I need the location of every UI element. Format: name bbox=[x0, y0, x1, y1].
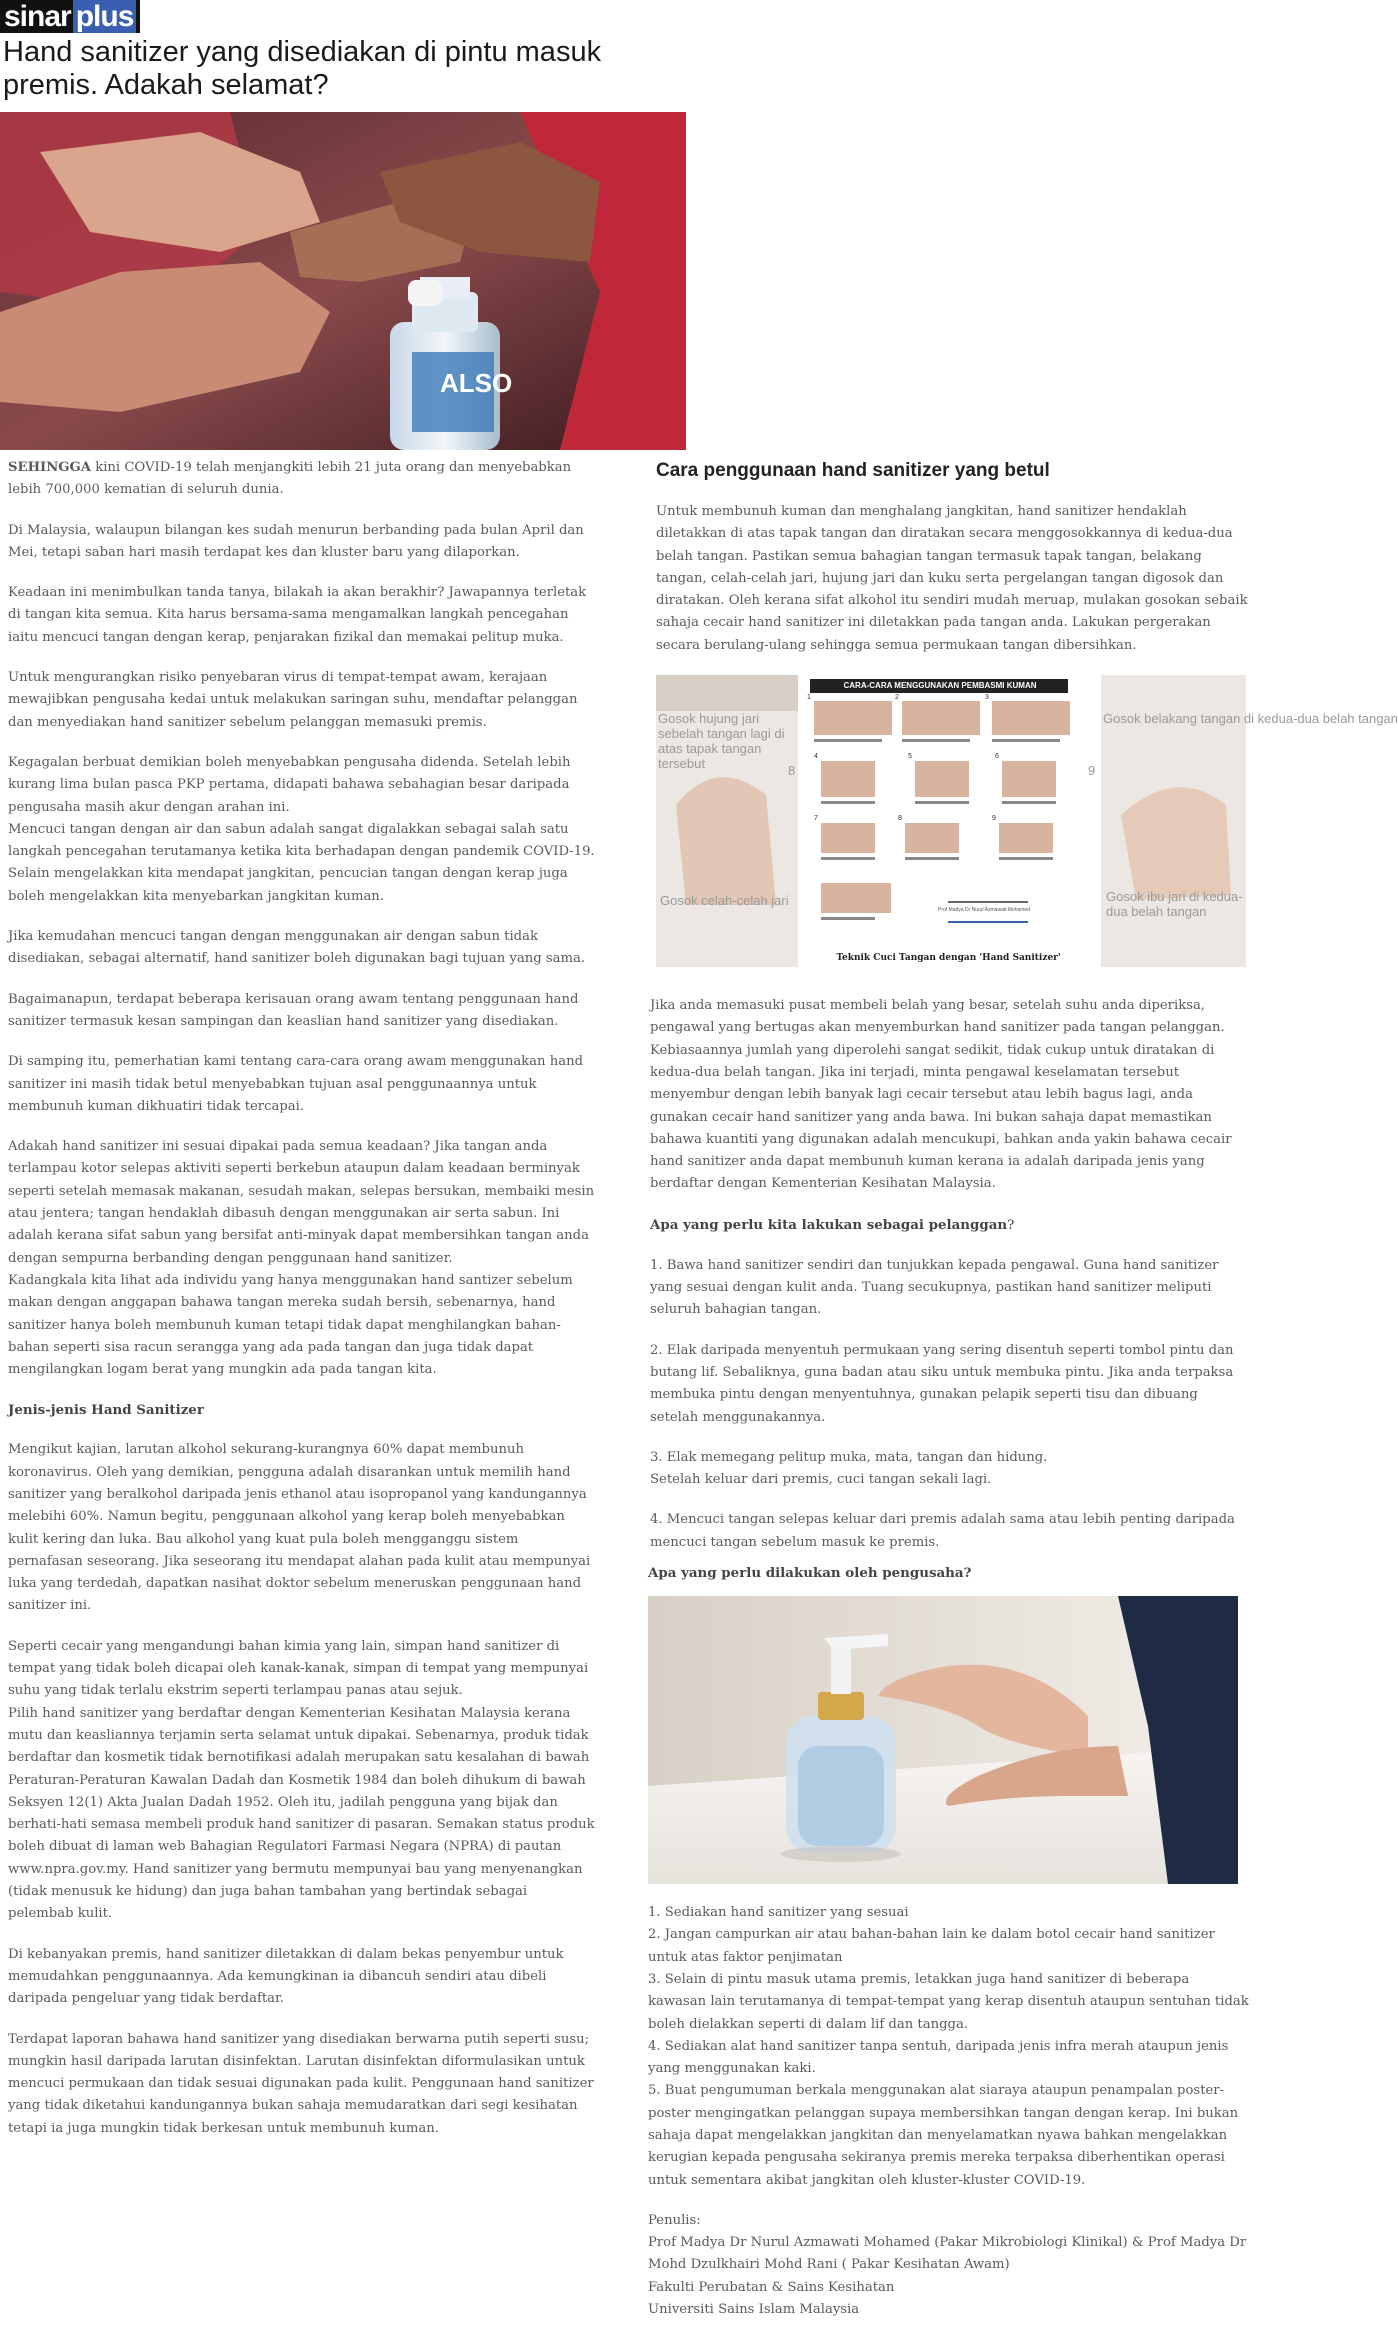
list-item-line: 3. Elak memegang pelitup muka, mata, tangan dan hidung. bbox=[650, 1449, 1048, 1465]
paragraph: Jika kemudahan mencuci tangan dengan menggunakan air dengan sabun tidak disediakan, sebagai alternatif, hand sanitizer boleh digunakan bagi tujuan yang sama. bbox=[8, 929, 586, 967]
paragraph-block bbox=[8, 1136, 596, 1381]
lead-paragraph bbox=[8, 457, 596, 502]
heading-mark: ? bbox=[1007, 1217, 1015, 1233]
paragraph: Jika anda memasuki pusat membeli belah yang besar, setelah suhu anda diperiksa, pengawal yang bertugas akan menyemburkan hand sanitizer pada tangan pelanggan. Kebiasaannya jumlah yang diperolehi sangat sedikit, tidak cukup untuk diratakan di kedua-dua belah tangan. Jika ini terjadi, minta pengawal keselamatan tersebut menyembur dengan lebih banyak lagi cecair tersebut atau lebih bagus lagi, anda gunakan cecair hand sanitizer yang anda bawa. Ini bukan sahaja dapat memastikan bahawa kuantiti yang digunakan adalah mencukupi, bahkan anda yakin bahawa cecair hand sanitizer anda dapat membunuh kuman kerana ia adalah daripada jenis yang berdaftar dengan Kementerian Kesihatan Malaysia. bbox=[650, 998, 1232, 1192]
infographic-step-9-number: 9 bbox=[1088, 763, 1096, 779]
list-item-line: Setelah keluar dari premis, cuci tangan sekali lagi. bbox=[650, 1472, 992, 1488]
author-faculty: Fakulti Perubatan & Sains Kesihatan bbox=[648, 2279, 895, 2295]
right-column bbox=[648, 457, 1398, 2339]
hero-image bbox=[0, 112, 686, 450]
paragraph: Di samping itu, pemerhatian kami tentang cara-cara orang awam menggunakan hand sanitizer ini masih tidak betul menyebabkan tujuan asal penggunaannya untuk membunuh kuman dikhuatiri tidak tercapai. bbox=[8, 1054, 584, 1114]
paragraph-block bbox=[8, 1636, 596, 1926]
list-item: 2. Elak daripada menyentuh permukaan yang sering disentuh seperti tombol pintu dan butang lif. Sebaliknya, guna badan atau siku untuk membuka pintu. Jika anda terpaksa membuka pintu dengan menyentuhnya, gunakan pelapik seperti tisu dan dibuang setelah menggunakannya. bbox=[650, 1342, 1234, 1425]
paragraph-block bbox=[8, 752, 596, 908]
list-item bbox=[650, 1447, 1250, 1492]
infographic-credit: Prof Madya Dr Nurul Azmawati Mohamed bbox=[938, 907, 1030, 914]
list-item: 4. Sediakan alat hand sanitizer tanpa sentuh, daripada jenis infra merah ataupun jenis yang menggunakan kaki. bbox=[648, 2038, 1229, 2077]
pengusaha-list bbox=[648, 1902, 1250, 2192]
infographic-step-8-number: 8 bbox=[788, 763, 796, 779]
author-university: Universiti Sains Islam Malaysia bbox=[648, 2302, 860, 2318]
list-item: 4. Mencuci tangan selepas keluar dari premis adalah sama atau lebih penting daripada mencuci tangan sebelum masuk ke premis. bbox=[650, 1512, 1235, 1550]
hero-photo-illustration bbox=[0, 112, 686, 450]
infographic-step-number: 9 bbox=[992, 815, 996, 823]
paragraph: Kadangkala kita lihat ada individu yang hanya menggunakan hand santizer sebelum makan dengan anggapan bahawa tangan mereka sudah bersih, sebenarnya, hand sanitizer hanya boleh membunuh kuman tetapi tidak dapat menghilangkan bahan-bahan seperti sisa racun serangga yang ada pada tangan dan juga tidak dapat mengilangkan logam berat yang mungkin ada pada tangan kita. bbox=[8, 1272, 573, 1378]
infographic-banner: CARA-CARA MENGGUNAKAN PEMBASMI KUMAN bbox=[843, 681, 1037, 691]
infographic-right-bottom-label: Gosok ibu jari di kedua-dua belah tangan bbox=[1106, 889, 1243, 920]
left-column bbox=[8, 457, 596, 2158]
infographic-hand-sanitizer-technique bbox=[656, 675, 1398, 967]
infographic-left-bottom-label: Gosok celah-celah jari bbox=[660, 893, 789, 909]
logo-text-sinar: sinar bbox=[4, 0, 71, 33]
paragraph: Pilih hand sanitizer yang berdaftar dengan Kementerian Kesihatan Malaysia kerana mutu dan keasliannya terjamin serta selamat untuk dipakai. Sebenarnya, produk tidak berdaftar dan kosmetik tidak bernotifikasi adalah merupakan satu kesalahan di bawah Peraturan-Peraturan Kawalan Dadah dan Kosmetik 1984 dan boleh dihukum di bawah Seksyen 12(1) Akta Jualan Dadah 1952. Oleh itu, jadilah pengguna yang bijak dan berhati-hati semasa membeli produk hand sanitizer di pasaran. Semakan status produk boleh dibuat di laman web Bahagian Regulatori Farmasi Negara (NPRA) di pautan www.npra.gov.my. Hand sanitizer yang bermutu mempunyai bau yang menyenangkan (tidak menusuk ke hidung) dan juga bahan tambahan yang bertindak sebagai pelembab kulit. bbox=[8, 1705, 595, 1922]
paragraph: Bagaimanapun, terdapat beberapa kerisauan orang awam tentang penggunaan hand sanitizer termasuk kesan sampingan dan keaslian hand sanitizer yang disediakan. bbox=[8, 991, 579, 1029]
section-heading-pengusaha: Apa yang perlu dilakukan oleh pengusaha? bbox=[648, 1565, 972, 1582]
list-item: 5. Buat pengumuman berkala menggunakan alat siaraya ataupun penampalan poster-poster mengingatkan pelanggan supaya membersihkan tangan dengan kerap. Ini bukan sahaja dapat mengelakkan jangkitan dan menyelamatkan nyawa bahkan mengelakkan kerugian kepada pengusaha sekiranya premis mereka terpaksa diberhentikan operasi untuk sementara akibat jangkitan oleh kluster-kluster COVID-19. bbox=[648, 2083, 1239, 2188]
infographic-step-number: 3 bbox=[985, 694, 989, 702]
infographic-step-number: 5 bbox=[908, 753, 912, 761]
paragraph: Kegagalan berbuat demikian boleh menyebabkan pengusaha didenda. Setelah lebih kurang lima bulan pasca PKP pertama, didapati bahawa sebahagian besar daripada pengusaha masih akur dengan arahan ini. bbox=[8, 754, 571, 815]
author-block bbox=[648, 2210, 1250, 2321]
paragraph: Terdapat laporan bahawa hand sanitizer yang disediakan berwarna putih seperti susu; mungkin hasil daripada larutan disinfektan. Larutan disinfektan diformulasikan untuk mencuci permukaan dan tidak sesuai digunakan pada kulit. Penggunaan hand sanitizer yang tidak diketahui kandungannya bukan sahaja memudaratkan dari segi kesihatan tetapi ia juga mungkin tidak berkesan untuk membunuh kuman. bbox=[8, 2031, 594, 2136]
infographic-step-number: 4 bbox=[814, 753, 818, 761]
section-heading-cara: Cara penggunaan hand sanitizer yang betul bbox=[656, 460, 1050, 481]
paragraph: Adakah hand sanitizer ini sesuai dipakai pada semua keadaan? Jika tangan anda terlampau kotor selepas aktiviti seperti berkebun ataupun dalam keadaan berminyak seperti setelah memasak makanan, sesudah makan, selepas bersukan, membaiki mesin atau jentera; tangan hendaklah dibasuh dengan menggunakan air serta sabun. Ini adalah kerana sifat sabun yang bersifat anti-minyak dapat membersihkan tangan anda dengan sempurna berbanding dengan penggunaan hand sanitizer. bbox=[8, 1139, 595, 1266]
lead-text: kini COVID-19 telah menjangkiti lebih 21 juta orang dan menyebabkan lebih 700,000 kematian di seluruh dunia. bbox=[8, 460, 572, 498]
list-item: 1. Sediakan hand sanitizer yang sesuai bbox=[648, 1905, 909, 1921]
infographic-step-number: 2 bbox=[895, 694, 899, 702]
paragraph: Di Malaysia, walaupun bilangan kes sudah menurun berbanding pada bulan April dan Mei, tetapi saban hari masih terdapat kes dan kluster baru yang dilaporkan. bbox=[8, 522, 584, 560]
list-item: 1. Bawa hand sanitizer sendiri dan tunjukkan kepada pengawal. Guna hand sanitizer yang sesuai dengan kulit anda. Tuang secukupnya, pastikan hand sanitizer meliputi seluruh bahagian tangan. bbox=[650, 1257, 1219, 1318]
author-label: Penulis: bbox=[648, 2212, 701, 2228]
paragraph: Seperti cecair yang mengandungi bahan kimia yang lain, simpan hand sanitizer di tempat yang tidak boleh dicapai oleh kanak-kanak, simpan di tempat yang mempunyai suhu yang tidak terlalu ekstrim seperti terlampau panas atau sejuk. bbox=[8, 1638, 589, 1699]
svg-text:ALSO: ALSO bbox=[440, 368, 513, 398]
lead-strong: SEHINGGA bbox=[8, 460, 92, 475]
infographic-step-number: 1 bbox=[807, 694, 811, 702]
paragraph: Keadaan ini menimbulkan tanda tanya, bilakah ia akan berakhir? Jawapannya terletak di tangan kita semua. Kita harus bersama-sama mengamalkan langkah pencegahan iaitu mencuci tangan dengan kerap, penjarakan fizikal dan memakai pelitup muka. bbox=[8, 585, 587, 645]
logo-text-plus: plus bbox=[73, 0, 137, 33]
infographic-step-number: 7 bbox=[814, 815, 818, 823]
infographic-step-number: 8 bbox=[898, 815, 902, 823]
section-heading-jenis: Jenis-jenis Hand Sanitizer bbox=[8, 1402, 204, 1419]
heading-text: Apa yang perlu kita lakukan sebagai pelanggan bbox=[650, 1216, 1008, 1233]
paragraph: Mencuci tangan dengan air dan sabun adalah sangat digalakkan sebagai salah satu langkah pencegahan terutamanya ketika kita berhadapan dengan pandemik COVID-19. Selain mengelakkan kita mendapat jangkitan, pencucian tangan dengan kerap juga boleh mengelakkan kita menyebarkan jangkitan kuman. bbox=[8, 821, 595, 904]
sanitizer-photo bbox=[648, 1596, 1238, 1884]
infographic-right-top-label: Gosok belakang tangan di kedua-dua belah tangan bbox=[1103, 711, 1398, 727]
site-logo[interactable] bbox=[0, 0, 140, 33]
list-item: 2. Jangan campurkan air atau bahan-bahan lain ke dalam botol cecair hand sanitizer untuk atas faktor penjimatan bbox=[648, 1927, 1215, 1965]
paragraph: Untuk mengurangkan risiko penyebaran virus di tempat-tempat awam, kerajaan mewajibkan pengusaha kedai untuk melakukan saringan suhu, mendaftar pelanggan dan menyediakan hand sanitizer sebelum pelanggan memasuki premis. bbox=[8, 670, 578, 730]
sanitizer-photo-illustration bbox=[648, 1596, 1238, 1884]
section-heading-pelanggan bbox=[650, 1214, 1250, 1237]
article-title: Hand sanitizer yang disediakan di pintu masuk premis. Adakah selamat? bbox=[3, 36, 602, 101]
paragraph: Mengikut kajian, larutan alkohol sekurang-kurangnya 60% dapat membunuh koronavirus. Oleh yang demikian, pengguna adalah disarankan untuk memilih hand sanitizer yang beralkohol daripada jenis ethanol atau isopropanol yang kandungannya melebihi 60%. Namun begitu, penggunaan alkohol yang kerap boleh menyebabkan kulit kering dan luka. Bau alkohol yang kuat pula boleh mengganggu sistem pernafasan seseorang. Jika seseorang itu mendapat alahan pada kulit atau mempunyai luka yang terdedah, dapatkan nasihat doktor sebelum meneruskan penggunaan hand sanitizer ini. bbox=[8, 1442, 591, 1614]
paragraph: Di kebanyakan premis, hand sanitizer diletakkan di dalam bekas penyembur untuk memudahkan penggunaannya. Ada kemungkinan ia dibancuh sendiri atau dibeli daripada pengeluar yang tidak berdaftar. bbox=[8, 1946, 564, 2007]
paragraph: Untuk membunuh kuman dan menghalang jangkitan, hand sanitizer hendaklah diletakkan di atas tapak tangan dan diratakan secara menggosokkannya di kedua-dua belah tangan. Pastikan semua bahagian tangan termasuk tapak tangan, belakang tangan, celah-celah jari, hujung jari dan kuku serta pergelangan tangan digosok dan diratakan. Oleh kerana sifat alkohol itu sendiri mudah meruap, mulakan gosokan sebaik sahaja cecair hand sanitizer ini diletakkan pada tangan anda. Lakukan pergerakan secara berulang-ulang sehingga semua permukaan tangan dibersihkan. bbox=[656, 504, 1248, 653]
infographic-step-number: 6 bbox=[995, 753, 999, 761]
infographic-caption: Teknik Cuci Tangan dengan 'Hand Sanitizer' bbox=[836, 953, 1061, 964]
author-names: Prof Madya Dr Nurul Azmawati Mohamed (Pakar Mikrobiologi Klinikal) & Prof Madya Dr Mohd Dzulkhairi Mohd Rani ( Pakar Kesihatan Awam) bbox=[648, 2235, 1247, 2273]
list-item: 3. Selain di pintu masuk utama premis, letakkan juga hand sanitizer di beberapa kawasan lain terutamanya di tempat-tempat yang kerap disentuh ataupun sentuhan tidak boleh dielakkan seperti di dalam lif dan tangga. bbox=[648, 1971, 1249, 2032]
infographic-left-top-label: Gosok hujung jari sebelah tangan lagi di atas tapak tangan tersebut bbox=[658, 711, 785, 772]
